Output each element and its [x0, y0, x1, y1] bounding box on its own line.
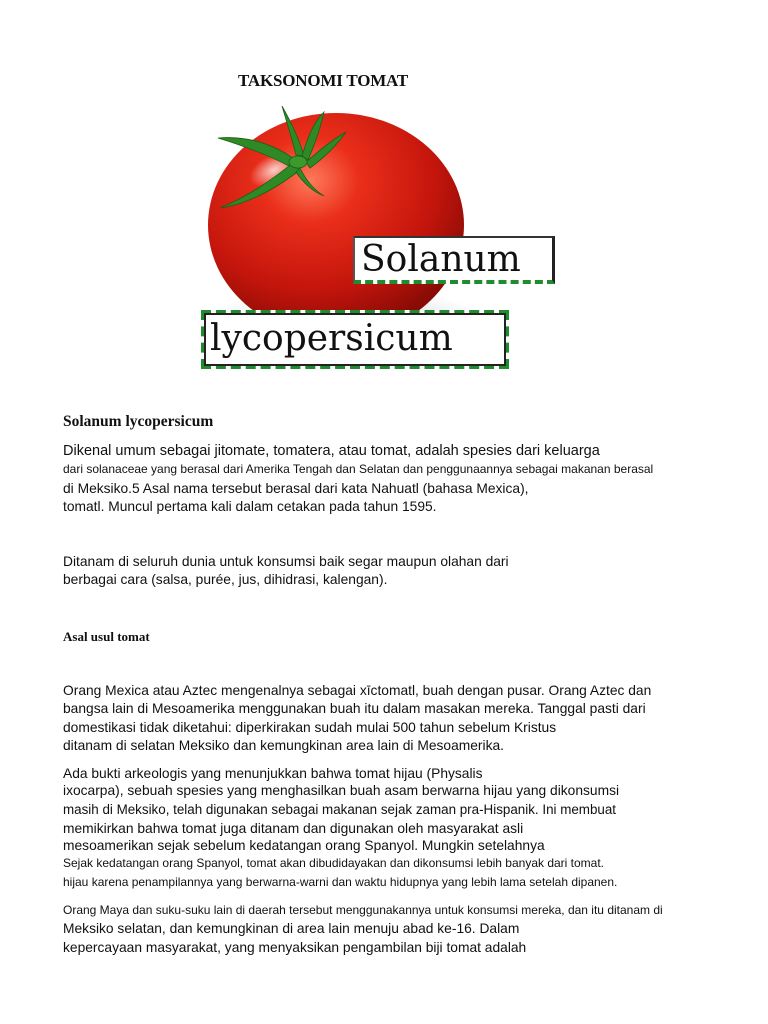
paragraph-line: Ada bukti arkeologis yang menunjukkan bahwa tomat hijau (Physalis [63, 766, 483, 781]
paragraph-line: tomatl. Muncul pertama kali dalam cetakan pada tahun 1595. [63, 499, 437, 514]
label-lycopersicum: lycopersicum [201, 310, 509, 369]
paragraph-line: kepercayaan masyarakat, yang menyaksikan pengambilan biji tomat adalah [63, 940, 527, 955]
paragraph-line: Dikenal umum sebagai jitomate, tomatera, atau tomat, adalah spesies dari keluarga [63, 443, 600, 459]
paragraph-line: masih di Meksiko, telah digunakan sebagai makanan sejak zaman pra-Hispanik. Ini membuat [63, 802, 617, 817]
paragraph-line: dari solanaceae yang berasal dari Amerika Tengah dan Selatan dan penggunaannya sebagai makanan berasal [63, 462, 654, 476]
label-solanum: Solanum [353, 236, 555, 284]
page-title: TAKSONOMI TOMAT [238, 71, 409, 90]
paragraph-line: ditanam di selatan Meksiko dan kemungkinan area lain di Mesoamerika. [63, 738, 504, 753]
paragraph-line: ixocarpa), sebuah spesies yang menghasilkan buah asam berwarna hijau yang dikonsumsi [63, 783, 620, 798]
paragraph-line: mesoamerikan sejak sebelum kedatangan orang Spanyol. Mungkin setelahnya [63, 838, 545, 853]
paragraph-line: domestikasi tidak diketahui: diperkirakan sudah mulai 500 tahun sebelum Kristus [63, 720, 557, 735]
paragraph-line: Ditanam di seluruh dunia untuk konsumsi baik segar maupun olahan dari [63, 554, 509, 569]
section-heading: Solanum lycopersicum [63, 413, 214, 430]
paragraph-line: Meksiko selatan, dan kemungkinan di area lain menuju abad ke-16. Dalam [63, 921, 520, 936]
paragraph-line: berbagai cara (salsa, purée, jus, dihidrasi, kalengan). [63, 572, 388, 587]
paragraph-line: memikirkan bahwa tomat juga ditanam dan digunakan oleh masyarakat asli [63, 821, 524, 836]
paragraph-line: di Meksiko.5 Asal nama tersebut berasal dari kata Nahuatl (bahasa Mexica), [63, 481, 529, 496]
paragraph-line: Orang Mexica atau Aztec mengenalnya sebagai xīctomatl, buah dengan pusar. Orang Aztec dan [63, 683, 652, 698]
paragraph-line: bangsa lain di Mesoamerika menggunakan buah itu dalam masakan mereka. Tanggal pasti dari [63, 701, 646, 716]
paragraph-line: hijau karena penampilannya yang berwarna-warni dan waktu hidupnya yang lebih lama setelah dipanen. [63, 875, 618, 889]
paragraph-line: Sejak kedatangan orang Spanyol, tomat akan dibudidayakan dan dikonsumsi lebih banyak dari tomat. [63, 856, 605, 870]
section-heading: Asal usul tomat [63, 629, 150, 644]
paragraph-line: Orang Maya dan suku-suku lain di daerah tersebut menggunakannya untuk konsumsi mereka, dan itu ditanam di [63, 903, 663, 917]
